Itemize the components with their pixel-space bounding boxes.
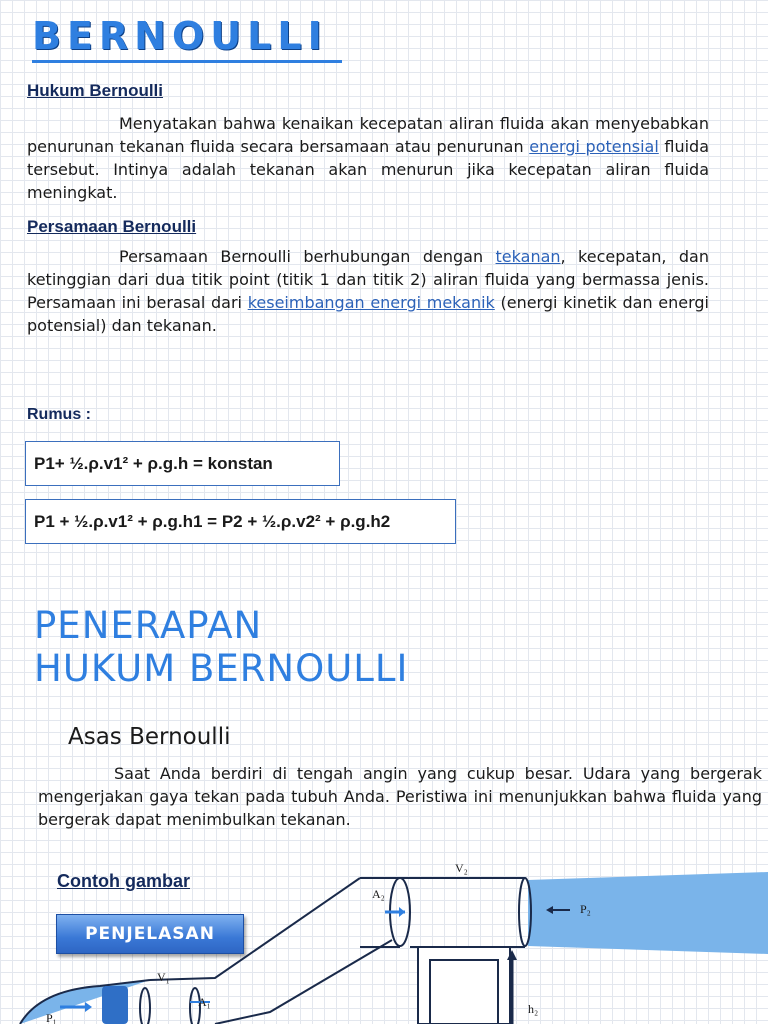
asas-paragraph	[38, 762, 762, 831]
support-block-inner	[430, 960, 498, 1024]
asas-text: Saat Anda berdiri di tengah angin yang cukup besar. Udara yang bergerak mengerjakan gaya tekan pada tubuh Anda. Peristiwa ini menunjukkan bahwa fluida yang bergerak dapat menimbulkan tekanan.	[38, 764, 762, 829]
penerapan-title-line-1: PENERAPAN	[34, 604, 263, 647]
formula-2: P1 + ½.ρ.v1² + ρ.g.h1 = P2 + ½.ρ.v2² + ρ.g.h2	[34, 511, 391, 531]
page-title: BERNOULLI	[32, 14, 328, 58]
label-v2: V₂	[455, 861, 468, 875]
water-jet	[528, 872, 768, 954]
rumus-label: Rumus :	[27, 406, 91, 423]
contoh-gambar-label: Contoh gambar	[57, 871, 190, 891]
penerapan-title-line-2: HUKUM BERNOULLI	[34, 647, 409, 690]
label-h2: h₂	[528, 1002, 539, 1016]
label-a2: A₂	[372, 887, 385, 901]
persamaan-text-2: , kecepatan, dan ketinggian dari dua titik point (titik 1 dan titik 2) aliran fluida yang bermassa jenis. Persamaan ini berasal dari	[27, 247, 709, 312]
hukum-text-2: fluida tersebut. Intinya adalah tekanan akan menurun jika kecepatan aliran fluida meningkat.	[27, 137, 710, 202]
persamaan-text-3: (energi kinetik dan energi potensial) dan tekanan.	[27, 293, 709, 335]
formula-box-1	[25, 441, 340, 486]
penerapan-title	[34, 604, 408, 690]
hukum-paragraph	[27, 112, 709, 204]
arrow-a2-head	[399, 907, 405, 917]
persamaan-heading: Persamaan Bernoulli	[27, 217, 197, 236]
link-tekanan[interactable]: tekanan	[495, 247, 561, 266]
hukum-heading: Hukum Bernoulli	[27, 81, 164, 100]
lower-pipe-ring	[140, 988, 150, 1024]
formula-box-2	[25, 499, 456, 544]
bernoulli-pipe-diagram	[0, 850, 768, 1024]
slanted-pipe	[150, 878, 392, 1024]
lower-pipe-piston	[102, 986, 128, 1024]
link-energi-potensial[interactable]: energi potensial	[529, 137, 659, 156]
label-p2: P₂	[580, 902, 591, 916]
title-underline	[32, 60, 342, 63]
persamaan-paragraph	[27, 245, 709, 337]
link-keseimbangan-energi-mekanik[interactable]: keseimbangan energi mekanik	[247, 293, 495, 312]
label-a1: A₁	[198, 995, 211, 1009]
formula-1: P1+ ½.ρ.v1² + ρ.g.h = konstan	[34, 453, 273, 473]
label-p1: P₁	[46, 1011, 57, 1024]
hukum-text-1: Menyatakan bahwa kenaikan kecepatan aliran fluida akan menyebabkan penurunan tekanan fluida secara bersamaan atau penurunan	[27, 114, 709, 156]
penjelasan-button[interactable]: PENJELASAN	[56, 914, 244, 954]
arrow-p1-head	[85, 1002, 92, 1012]
persamaan-text-1: Persamaan Bernoulli berhubungan dengan	[119, 247, 496, 266]
asas-title: Asas Bernoulli	[68, 724, 231, 750]
label-v1: V₁	[157, 970, 170, 984]
